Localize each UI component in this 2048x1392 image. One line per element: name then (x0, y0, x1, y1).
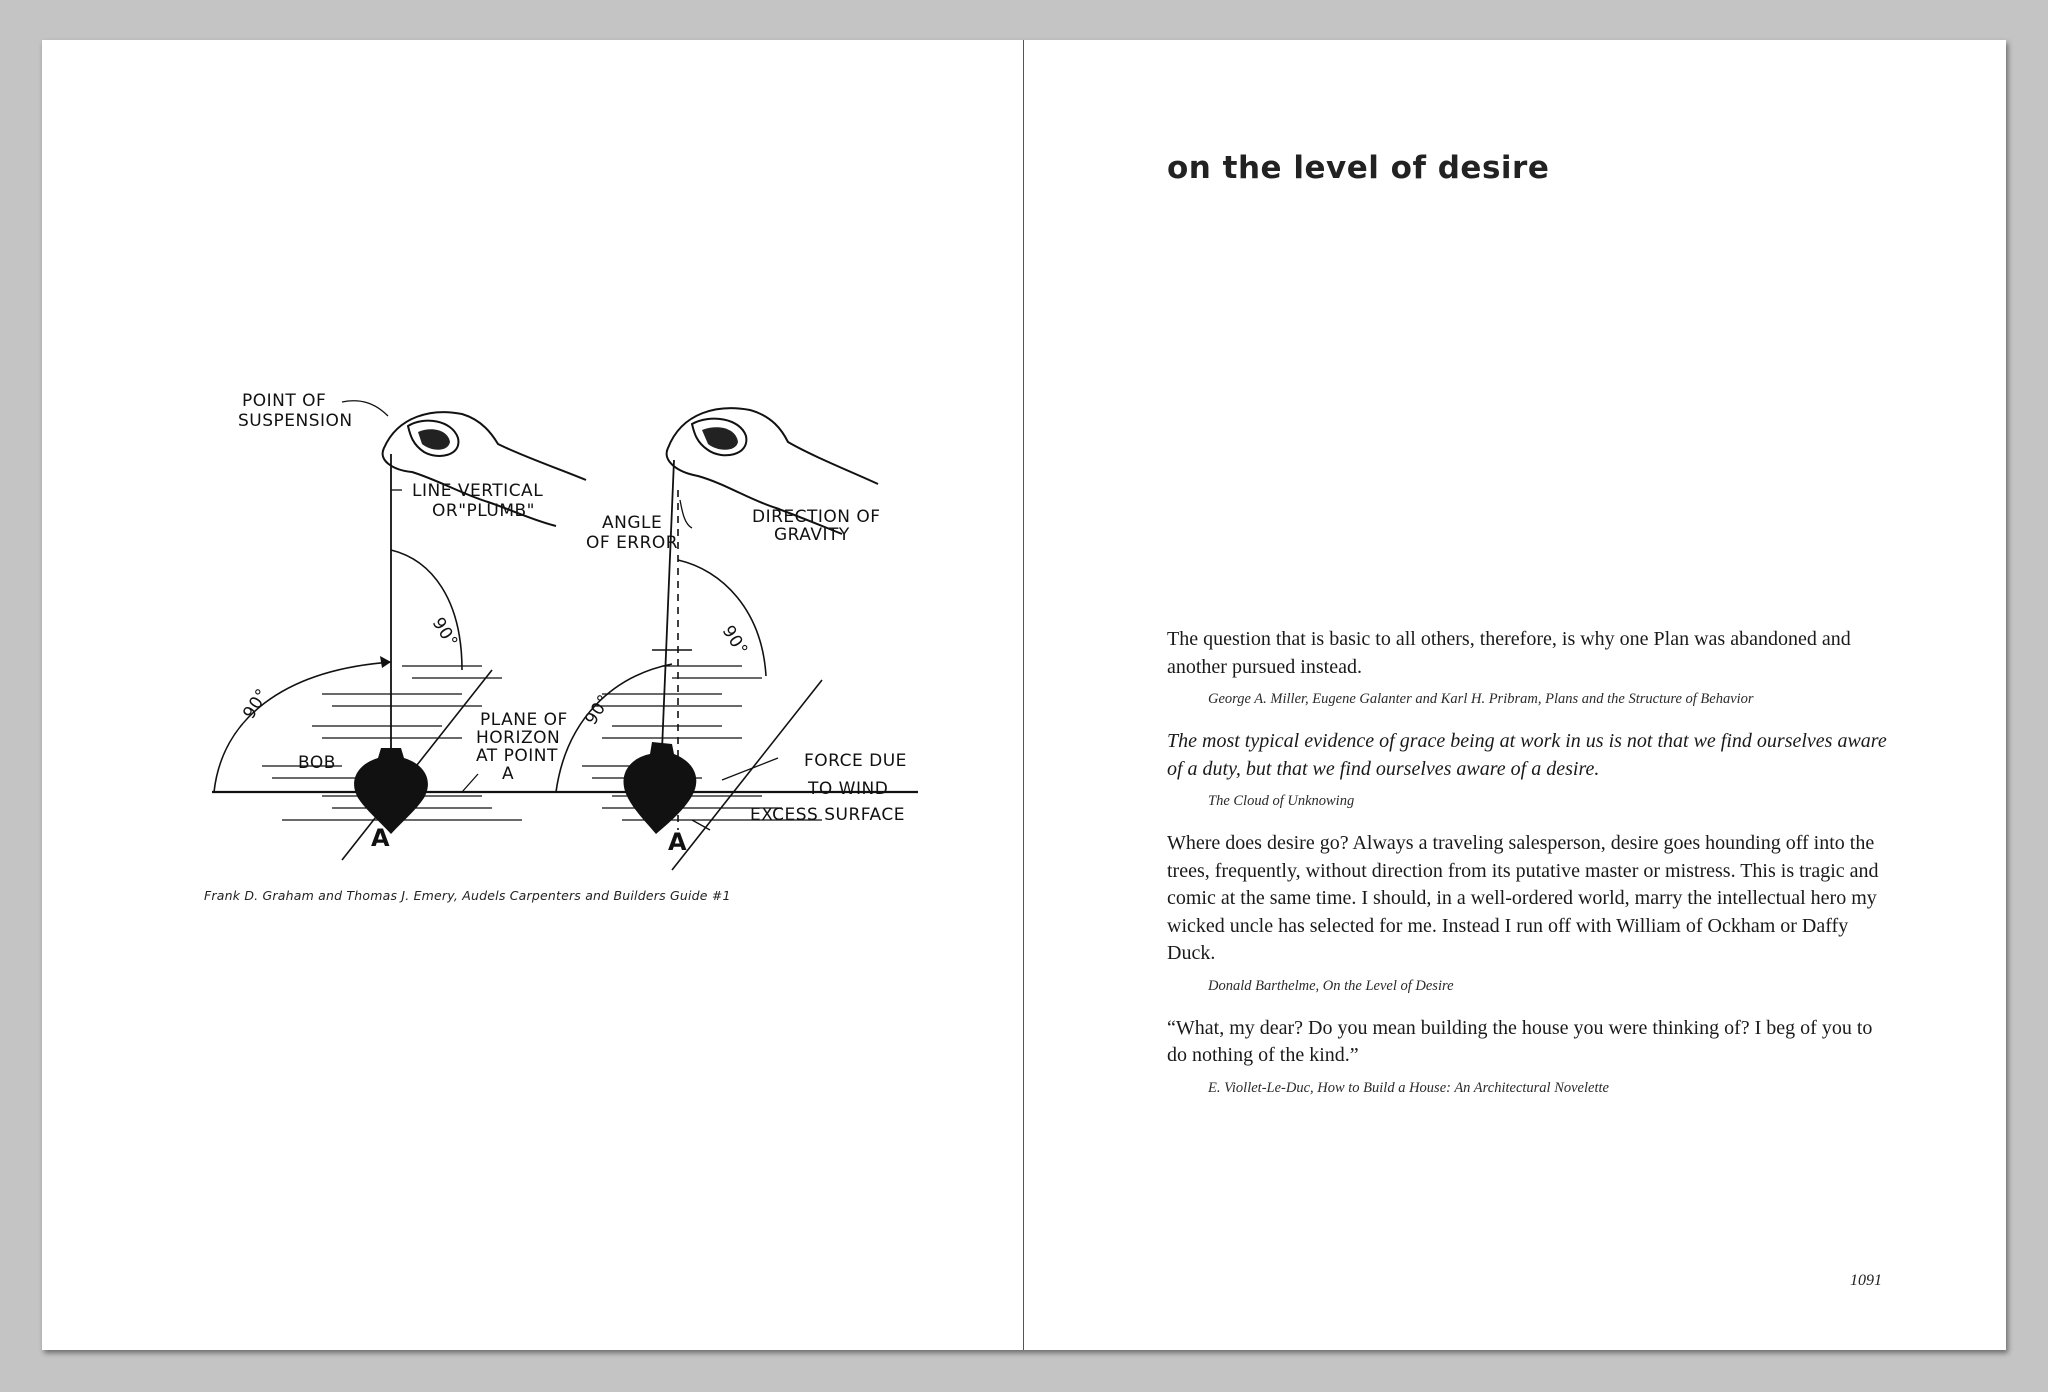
label-direction-of-gravity-2: GRAVITY (774, 525, 850, 545)
chapter-title: on the level of desire (1167, 150, 1550, 186)
left-bob (354, 748, 428, 834)
label-deg-right-outer: 90° (581, 691, 616, 729)
label-angle-of-error-1: ANGLE (602, 513, 663, 533)
label-point-of-suspension-1: POINT OF (242, 391, 327, 411)
label-plane-of-horizon-2: HORIZON (476, 728, 561, 748)
quote-text: The most typical evidence of grace being at work in us is not that we find ourselves aware of a duty, but that we find ourselves aware of a desire. (1167, 730, 1887, 780)
left-hand-shading (418, 429, 450, 450)
left-arrowhead (380, 656, 391, 668)
label-plane-of-horizon-4: A (502, 764, 515, 784)
label-force-due-1: FORCE DUE (804, 751, 907, 771)
label-angle-of-error-2: OF ERROR (586, 533, 679, 553)
label-deg-left-outer: 90° (239, 685, 274, 723)
plumb-bob-illustration (162, 360, 942, 880)
label-bob: BOB (298, 753, 336, 773)
quote-text: Where does desire go? Always a traveling salesperson, desire goes hounding off into the trees, frequently, without direction from its putative master or mistress. This is tragic and comic at the same time. I should, in a well-ordered world, marry the intellectual hero my wicked uncle has selected for me. Instead I run off with William of Ockham or Daffy Duck. (1167, 832, 1879, 964)
label-deg-left-inner: 90° (427, 614, 462, 652)
label-line-vertical-2: OR"PLUMB" (432, 501, 535, 521)
book-spread (42, 40, 2006, 1350)
right-inner-arc (678, 560, 766, 676)
quote-source: The Cloud of Unknowing (1208, 793, 1355, 809)
figure-labels (238, 391, 907, 856)
quote-source: George A. Miller, Eugene Galanter and Karl H. Pribram, Plans and the Structure of Behavior (1208, 691, 1754, 707)
label-line-vertical-1: LINE VERTICAL (412, 481, 544, 501)
label-force-due-2: TO WIND (808, 779, 889, 799)
quote-source: Donald Barthelme, On the Level of Desire (1208, 977, 1454, 994)
right-hand-shading (702, 427, 738, 449)
plumb-bob-diagram (162, 360, 942, 880)
label-direction-of-gravity-1: DIRECTION OF (752, 507, 881, 527)
page-gutter (1023, 40, 1024, 1350)
label-point-of-suspension-2: SUSPENSION (238, 411, 353, 431)
label-plane-of-horizon-1: PLANE OF (480, 710, 568, 730)
label-point-a-right: A (668, 828, 688, 856)
label-deg-right-inner: 90° (717, 622, 752, 660)
right-page (1025, 40, 2006, 1350)
left-page (42, 40, 1023, 1350)
label-excess-surface: EXCESS SURFACE (750, 805, 905, 825)
left-inner-arc (391, 550, 462, 670)
quote-source: E. Viollet-Le-Duc, How to Build a House: An Architectural Novelette (1208, 1079, 1609, 1096)
page-number: 1091 (1850, 1272, 1882, 1289)
quote-text: The question that is basic to all others, therefore, is why one Plan was abandoned and another pursued instead. (1167, 628, 1851, 678)
epigraph-list (1167, 626, 1887, 1117)
quote-text: “What, my dear? Do you mean building the house you were thinking of? I beg of you to do nothing of the kind.” (1167, 1016, 1873, 1066)
figure-caption: Frank D. Graham and Thomas J. Emery, Audels Carpenters and Builders Guide #1 (204, 888, 731, 903)
label-point-a-left: A (371, 824, 391, 852)
label-plane-of-horizon-3: AT POINT (476, 746, 558, 766)
